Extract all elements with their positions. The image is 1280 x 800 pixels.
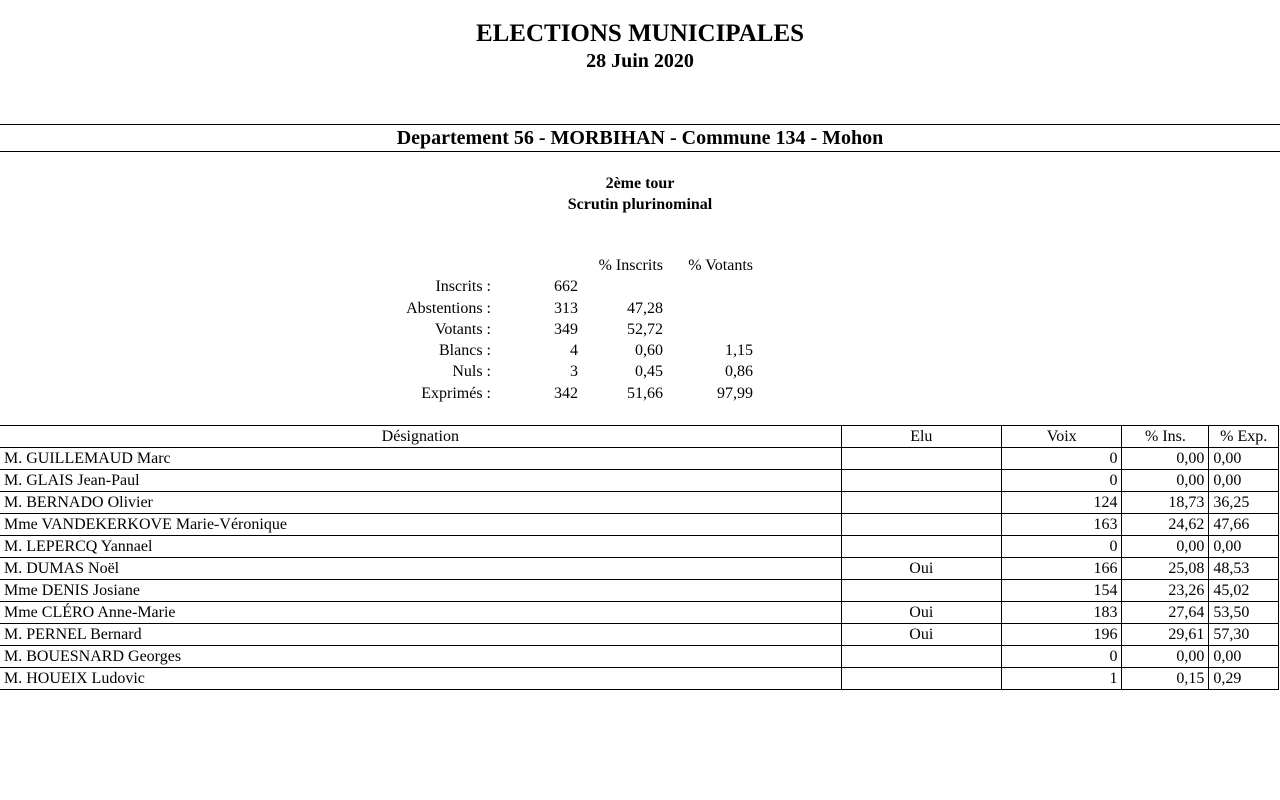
- pct-inscrits: 25,08: [1122, 558, 1209, 580]
- stats-header-pct-inscrits: % Inscrits: [598, 257, 663, 274]
- col-header-elu: Elu: [841, 426, 1001, 448]
- votes-count: 183: [1001, 602, 1122, 624]
- pct-exprimes: 45,02: [1209, 580, 1279, 602]
- stats-pct-votants: 1,15: [725, 342, 753, 359]
- stats-row-exprimes: [0, 384, 1280, 404]
- stats-value: 349: [554, 321, 578, 338]
- stats-row-abstentions: [0, 299, 1280, 319]
- table-row: [0, 558, 1279, 580]
- elected-flag: [841, 514, 1001, 536]
- department-heading: Departement 56 - MORBIHAN - Commune 134 - Mohon: [0, 124, 1280, 152]
- pct-inscrits: 29,61: [1122, 624, 1209, 646]
- table-row: [0, 646, 1279, 668]
- page-title: ELECTIONS MUNICIPALES: [475, 20, 805, 47]
- pct-exprimes: 0,00: [1209, 646, 1279, 668]
- stats-pct-inscrits: 47,28: [627, 300, 663, 317]
- pct-exprimes: 0,29: [1209, 668, 1279, 690]
- votes-count: 163: [1001, 514, 1122, 536]
- results-table: [0, 425, 1279, 690]
- pct-exprimes: 0,00: [1209, 448, 1279, 470]
- pct-inscrits: 23,26: [1122, 580, 1209, 602]
- table-row: [0, 470, 1279, 492]
- votes-count: 124: [1001, 492, 1122, 514]
- stats-row-nuls: [0, 362, 1280, 382]
- table-row: [0, 514, 1279, 536]
- pct-exprimes: 57,30: [1209, 624, 1279, 646]
- candidate-name: Mme CLÉRO Anne-Marie: [0, 602, 841, 624]
- pct-exprimes: 53,50: [1209, 602, 1279, 624]
- votes-count: 0: [1001, 448, 1122, 470]
- candidate-name: M. HOUEIX Ludovic: [0, 668, 841, 690]
- candidate-name: M. LEPERCQ Yannael: [0, 536, 841, 558]
- stats-label: Blancs :: [439, 342, 491, 359]
- votes-count: 1: [1001, 668, 1122, 690]
- candidate-name: M. GUILLEMAUD Marc: [0, 448, 841, 470]
- stats-value: 662: [554, 278, 578, 295]
- pct-exprimes: 36,25: [1209, 492, 1279, 514]
- stats-value: 313: [554, 300, 578, 317]
- table-row: [0, 602, 1279, 624]
- candidate-name: M. BOUESNARD Georges: [0, 646, 841, 668]
- stats-label: Nuls :: [452, 363, 491, 380]
- pct-inscrits: 0,00: [1122, 536, 1209, 558]
- stats-pct-inscrits: 52,72: [627, 321, 663, 338]
- table-row: [0, 624, 1279, 646]
- elected-flag: [841, 448, 1001, 470]
- table-row: [0, 492, 1279, 514]
- votes-count: 166: [1001, 558, 1122, 580]
- pct-inscrits: 18,73: [1122, 492, 1209, 514]
- pct-exprimes: 47,66: [1209, 514, 1279, 536]
- stats-pct-inscrits: 0,60: [635, 342, 663, 359]
- stats-pct-votants: 97,99: [717, 385, 753, 402]
- stats-value: 3: [570, 363, 578, 380]
- ballot-type-label: Scrutin plurinominal: [567, 196, 713, 213]
- elected-flag: Oui: [841, 602, 1001, 624]
- results-header-row: [0, 426, 1279, 448]
- stats-pct-inscrits: 0,45: [635, 363, 663, 380]
- elected-flag: [841, 470, 1001, 492]
- stats-row-blancs: [0, 341, 1280, 361]
- col-header-designation: Désignation: [0, 426, 841, 448]
- votes-count: 154: [1001, 580, 1122, 602]
- stats-value: 4: [570, 342, 578, 359]
- round-label: 2ème tour: [605, 175, 675, 192]
- stats-row-votants: [0, 320, 1280, 340]
- pct-exprimes: 0,00: [1209, 536, 1279, 558]
- stats-label: Abstentions :: [406, 300, 491, 317]
- stats-row-inscrits: [0, 277, 1280, 297]
- stats-label: Votants :: [434, 321, 491, 338]
- pct-inscrits: 0,00: [1122, 448, 1209, 470]
- stats-header-pct-votants: % Votants: [688, 257, 753, 274]
- pct-inscrits: 0,00: [1122, 646, 1209, 668]
- pct-inscrits: 0,00: [1122, 470, 1209, 492]
- stats-pct-votants: 0,86: [725, 363, 753, 380]
- candidate-name: Mme DENIS Josiane: [0, 580, 841, 602]
- candidate-name: M. GLAIS Jean-Paul: [0, 470, 841, 492]
- col-header-voix: Voix: [1001, 426, 1122, 448]
- pct-inscrits: 24,62: [1122, 514, 1209, 536]
- elected-flag: [841, 580, 1001, 602]
- elected-flag: Oui: [841, 624, 1001, 646]
- pct-exprimes: 48,53: [1209, 558, 1279, 580]
- col-header-pct-exp: % Exp.: [1209, 426, 1279, 448]
- election-date: 28 Juin 2020: [586, 50, 694, 72]
- votes-count: 0: [1001, 646, 1122, 668]
- table-row: [0, 580, 1279, 602]
- pct-inscrits: 27,64: [1122, 602, 1209, 624]
- pct-exprimes: 0,00: [1209, 470, 1279, 492]
- stats-pct-inscrits: 51,66: [627, 385, 663, 402]
- votes-count: 0: [1001, 470, 1122, 492]
- table-row: [0, 536, 1279, 558]
- pct-inscrits: 0,15: [1122, 668, 1209, 690]
- stats-header-row: [0, 256, 1280, 276]
- candidate-name: Mme VANDEKERKOVE Marie-Véronique: [0, 514, 841, 536]
- votes-count: 0: [1001, 536, 1122, 558]
- candidate-name: M. BERNADO Olivier: [0, 492, 841, 514]
- votes-count: 196: [1001, 624, 1122, 646]
- table-row: [0, 668, 1279, 690]
- col-header-pct-ins: % Ins.: [1122, 426, 1209, 448]
- stats-label: Inscrits :: [435, 278, 491, 295]
- candidate-name: M. DUMAS Noël: [0, 558, 841, 580]
- table-row: [0, 448, 1279, 470]
- stats-value: 342: [554, 385, 578, 402]
- elected-flag: [841, 536, 1001, 558]
- stats-label: Exprimés :: [421, 385, 491, 402]
- elected-flag: [841, 646, 1001, 668]
- candidate-name: M. PERNEL Bernard: [0, 624, 841, 646]
- elected-flag: [841, 668, 1001, 690]
- elected-flag: Oui: [841, 558, 1001, 580]
- elected-flag: [841, 492, 1001, 514]
